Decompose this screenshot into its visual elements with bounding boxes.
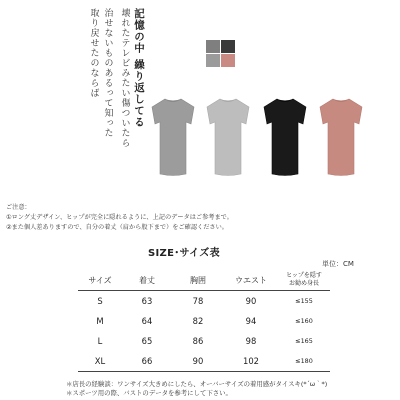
- notes-heading: ご注意：: [6, 204, 31, 211]
- table-row: [78, 291, 330, 312]
- vertical-poem: [89, 8, 145, 148]
- shirt-black[interactable]: [262, 96, 308, 178]
- footer-line-1: ＊店長の経験談：ワンサイズ大きめにしたら、オーバーサイズの着用感がタイスキ(*´ω｀*): [66, 380, 328, 388]
- size-table-header-row: [78, 270, 330, 291]
- header-bust: 胸囲: [172, 270, 224, 291]
- table-row: [78, 331, 330, 351]
- header-waist: ウエスト: [224, 270, 278, 291]
- header-length: 着丈: [122, 270, 172, 291]
- swatch-light-gray[interactable]: [206, 54, 220, 67]
- size-table: [78, 270, 330, 372]
- cell-length: 66: [122, 351, 172, 372]
- cell-bust: 78: [192, 296, 204, 306]
- poem-line-2: 治せないものあるって知った: [102, 8, 113, 138]
- cell-bust: 82: [192, 316, 204, 326]
- swatch-black[interactable]: [221, 40, 235, 53]
- shirt-gray[interactable]: [150, 96, 196, 178]
- cell-height: ≤155: [295, 297, 313, 305]
- cell-size: XL: [78, 351, 122, 372]
- cell-bust: 90: [172, 351, 224, 372]
- cell-height: ≤180: [278, 351, 330, 372]
- cell-length: 65: [141, 336, 153, 346]
- unit-label: 単位：CM: [322, 260, 354, 268]
- table-row: [78, 311, 330, 331]
- header-size: サイズ: [78, 270, 122, 291]
- cell-length: 63: [141, 296, 153, 306]
- notes-line-2: ②また個人差ありますので、自分の着丈（肩から股下まで）をご確認ください。: [6, 224, 228, 231]
- size-table-title: SIZE･サイズ表: [148, 248, 220, 259]
- cell-waist: 94: [245, 316, 257, 326]
- footer-notes: [66, 380, 327, 397]
- poem-line-1: 壊れたテレビみたい傷ついたら: [119, 8, 130, 148]
- cell-size: L: [97, 336, 103, 346]
- cell-size: M: [96, 316, 104, 326]
- poem-title: 記憶の中 繰り返してる: [133, 8, 145, 128]
- swatch-gray[interactable]: [206, 40, 220, 53]
- poem-line-3: 取り戻せたのならば: [88, 8, 99, 98]
- cell-waist: 90: [245, 296, 257, 306]
- shirt-light-gray[interactable]: [205, 96, 251, 178]
- cell-waist: 98: [245, 336, 257, 346]
- cell-bust: 86: [192, 336, 204, 346]
- cell-height: ≤165: [295, 337, 313, 345]
- notes: [6, 203, 233, 233]
- cell-height: ≤160: [295, 317, 313, 325]
- cell-length: 64: [141, 316, 153, 326]
- header-height: ヒップを隠す お勧め身長: [278, 270, 330, 291]
- footer-line-2: ＊スポーツ用の際、バストのデータを参考にして下さい。: [66, 388, 232, 397]
- cell-waist: 102: [224, 351, 278, 372]
- shirt-pink[interactable]: [318, 96, 364, 178]
- notes-line-1: ①ロング丈デザイン、ヒップが完全に隠れるように、上記のデータはご参考まで。: [6, 214, 233, 221]
- cell-size: S: [97, 296, 103, 306]
- swatch-pink[interactable]: [221, 54, 235, 67]
- table-row: [78, 351, 330, 372]
